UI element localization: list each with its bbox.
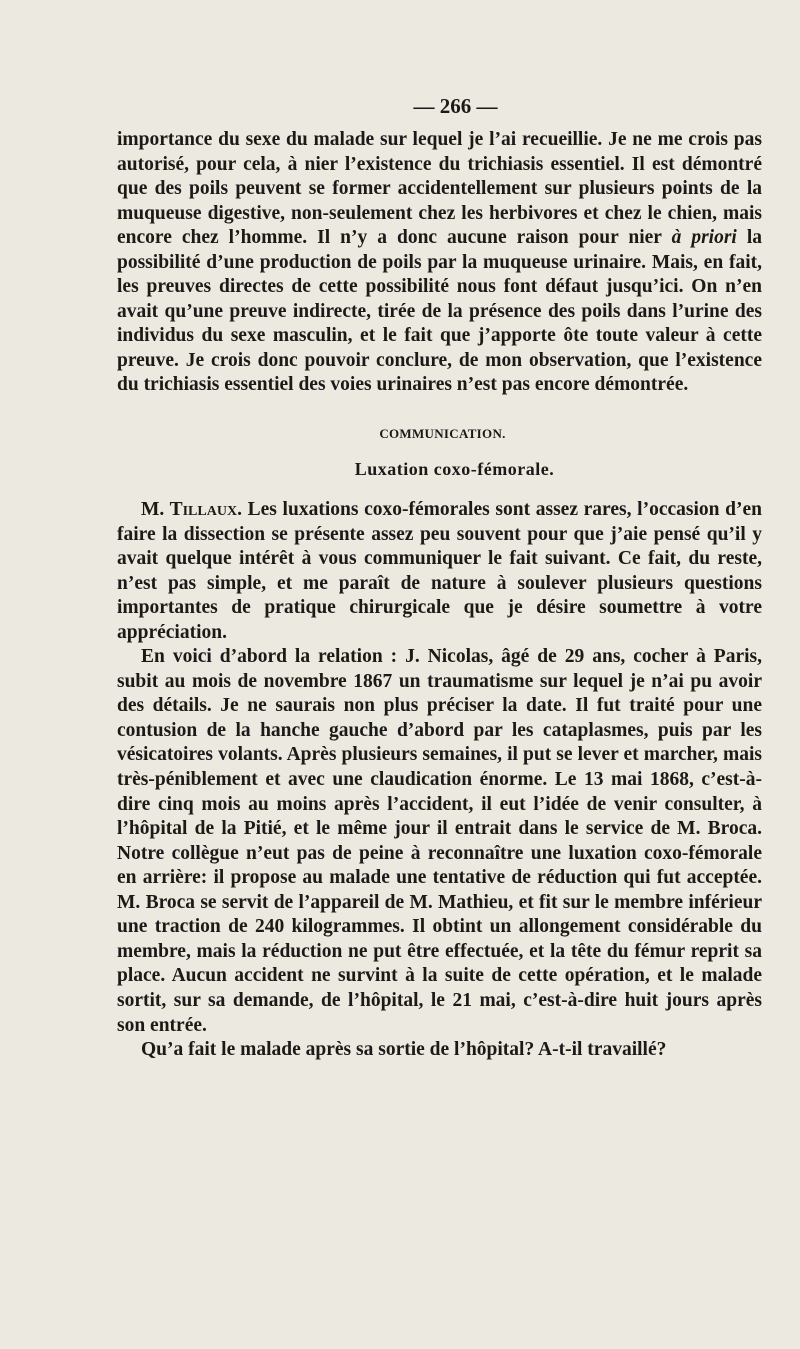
continuation-text-2: la possibilité d’une production de poils par la muqueuse urinaire. Mais, en fait, les preuves directes de cette possibilité nous font défaut jusqu’ici. On n’en avait qu’une preuve indirecte, tirée de la présence des poils dans l’urine des individus du sexe masculin, et le fait que j’apporte ôte toute valeur à cette preuve. Je crois donc pouvoir conclure, de mon observation, que l’existence du trichiasis essentiel des voies urinaires n’est pas encore démontrée. [117, 227, 763, 396]
first-paragraph [117, 498, 762, 645]
page-number: — 266 — [413, 94, 498, 118]
continuation-italic-term: à priori [671, 227, 737, 249]
third-paragraph: Qu’a fait le malade après sa sortie de l’hôpital? A-t-il travaillé? [141, 1039, 667, 1061]
section-label: COMMUNICATION. [379, 426, 506, 442]
continuation-text-1: importance du sexe du malade sur lequel je l’ai recueillie. Je ne me crois pas autorisé, pour cela, à nier l’existence du trichiasis essentiel. Il est démontré que des poils peuvent se former accidentellement sur plusieurs points de la muqueuse digestive, non-seulement chez les herbivores et chez le chien, mais encore chez l’homme. Il n’y a donc aucune raison pour nier [117, 129, 762, 249]
continuation-paragraph [117, 128, 762, 398]
second-paragraph: En voici d’abord la relation : J. Nicolas, âgé de 29 ans, cocher à Paris, subit au mois de novembre 1867 un traumatisme sur lequel je n’ai pu avoir des détails. Je ne saurais non plus préciser la date. Il fut traité pour une contusion de la hanche gauche d’abord par les cataplasmes, puis par les vésicatoires volants. Après plusieurs semaines, il put se lever et marcher, mais très-péniblement et avec une claudication énorme. Le 13 mai 1868, c’est-à-dire cinq mois au moins après l’accident, il eut l’idée de venir consulter, à l’hôpital de la Pitié, et le même jour il entrait dans le service de M. Broca. Notre collègue n’eut pas de peine à reconnaître une luxation coxo-fémorale en arrière: il propose au malade une tentative de réduction qui fut acceptée. M. Broca se servit de l’appareil de M. Mathieu, et fit sur le membre inférieur une traction de 240 kilogrammes. Il obtint un allongement considérable du membre, mais la réduction ne put être effectuée, et la tête du fémur reprit sa place. Aucun accident ne survint à la suite de cette opération, et le malade sortit, sur sa demande, de l’hôpital, le 21 mai, c’est-à-dire huit jours après son entrée. [117, 646, 762, 1036]
first-paragraph-text: Les luxations coxo-fémorales sont assez rares, l’occasion d’en faire la dissection se présente assez peu souvent pour que j’aie pensé qu’il y avait quelque intérêt à vous communiquer le fait suivant. Ce fait, du reste, n’est pas simple, et me paraît de nature à soulever plusieurs questions importantes de pratique chirurgicale que je désire soumettre à votre appréciation. [117, 499, 763, 643]
section-title: Luxation coxo-fémorale. [354, 459, 555, 480]
speaker-name: M. Tillaux. [141, 499, 242, 521]
